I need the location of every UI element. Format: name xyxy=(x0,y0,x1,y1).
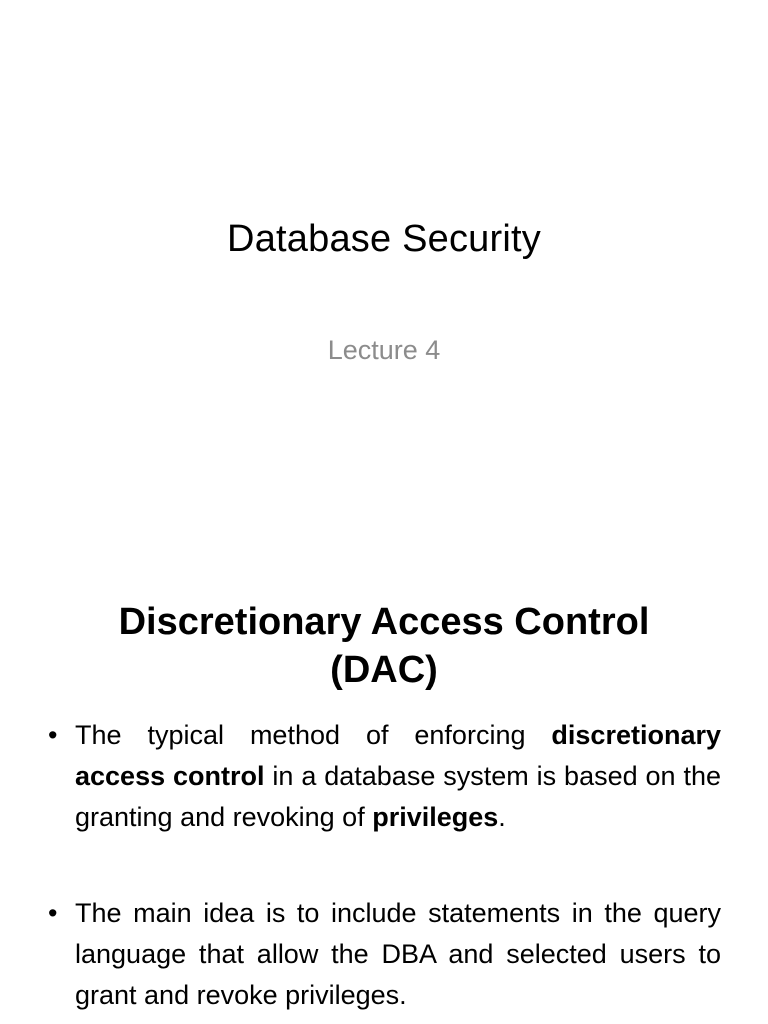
bullet-list xyxy=(0,715,768,1016)
slide-title: Database Security xyxy=(227,218,541,260)
bullet-text xyxy=(75,898,721,1010)
bullet-text xyxy=(75,720,721,832)
bullet-emphasis: discretionary access control xyxy=(75,720,721,791)
bullet-text-segment: The typical method of enforcing xyxy=(75,720,552,750)
bullet-icon: • xyxy=(48,720,58,750)
slide-subtitle: Lecture 4 xyxy=(327,335,441,365)
bullet-icon: • xyxy=(48,898,58,928)
content-slide-title xyxy=(60,598,708,694)
bullet-text-segment: . xyxy=(498,802,506,832)
bullet-item xyxy=(0,893,768,1016)
bullet-emphasis: privileges xyxy=(372,802,499,832)
title-line-2: (DAC) xyxy=(330,649,438,691)
bullet-item xyxy=(0,715,768,838)
bullet-text-segment: in a database system is based on the granting and revoking of xyxy=(75,761,722,832)
title-line-1: Discretionary Access Control xyxy=(118,601,650,643)
bullet-text-segment: The main idea is to include statements in the query language that allow the DBA and selected users to grant and revoke privileges. xyxy=(75,898,721,1010)
content-slide xyxy=(0,512,768,1024)
